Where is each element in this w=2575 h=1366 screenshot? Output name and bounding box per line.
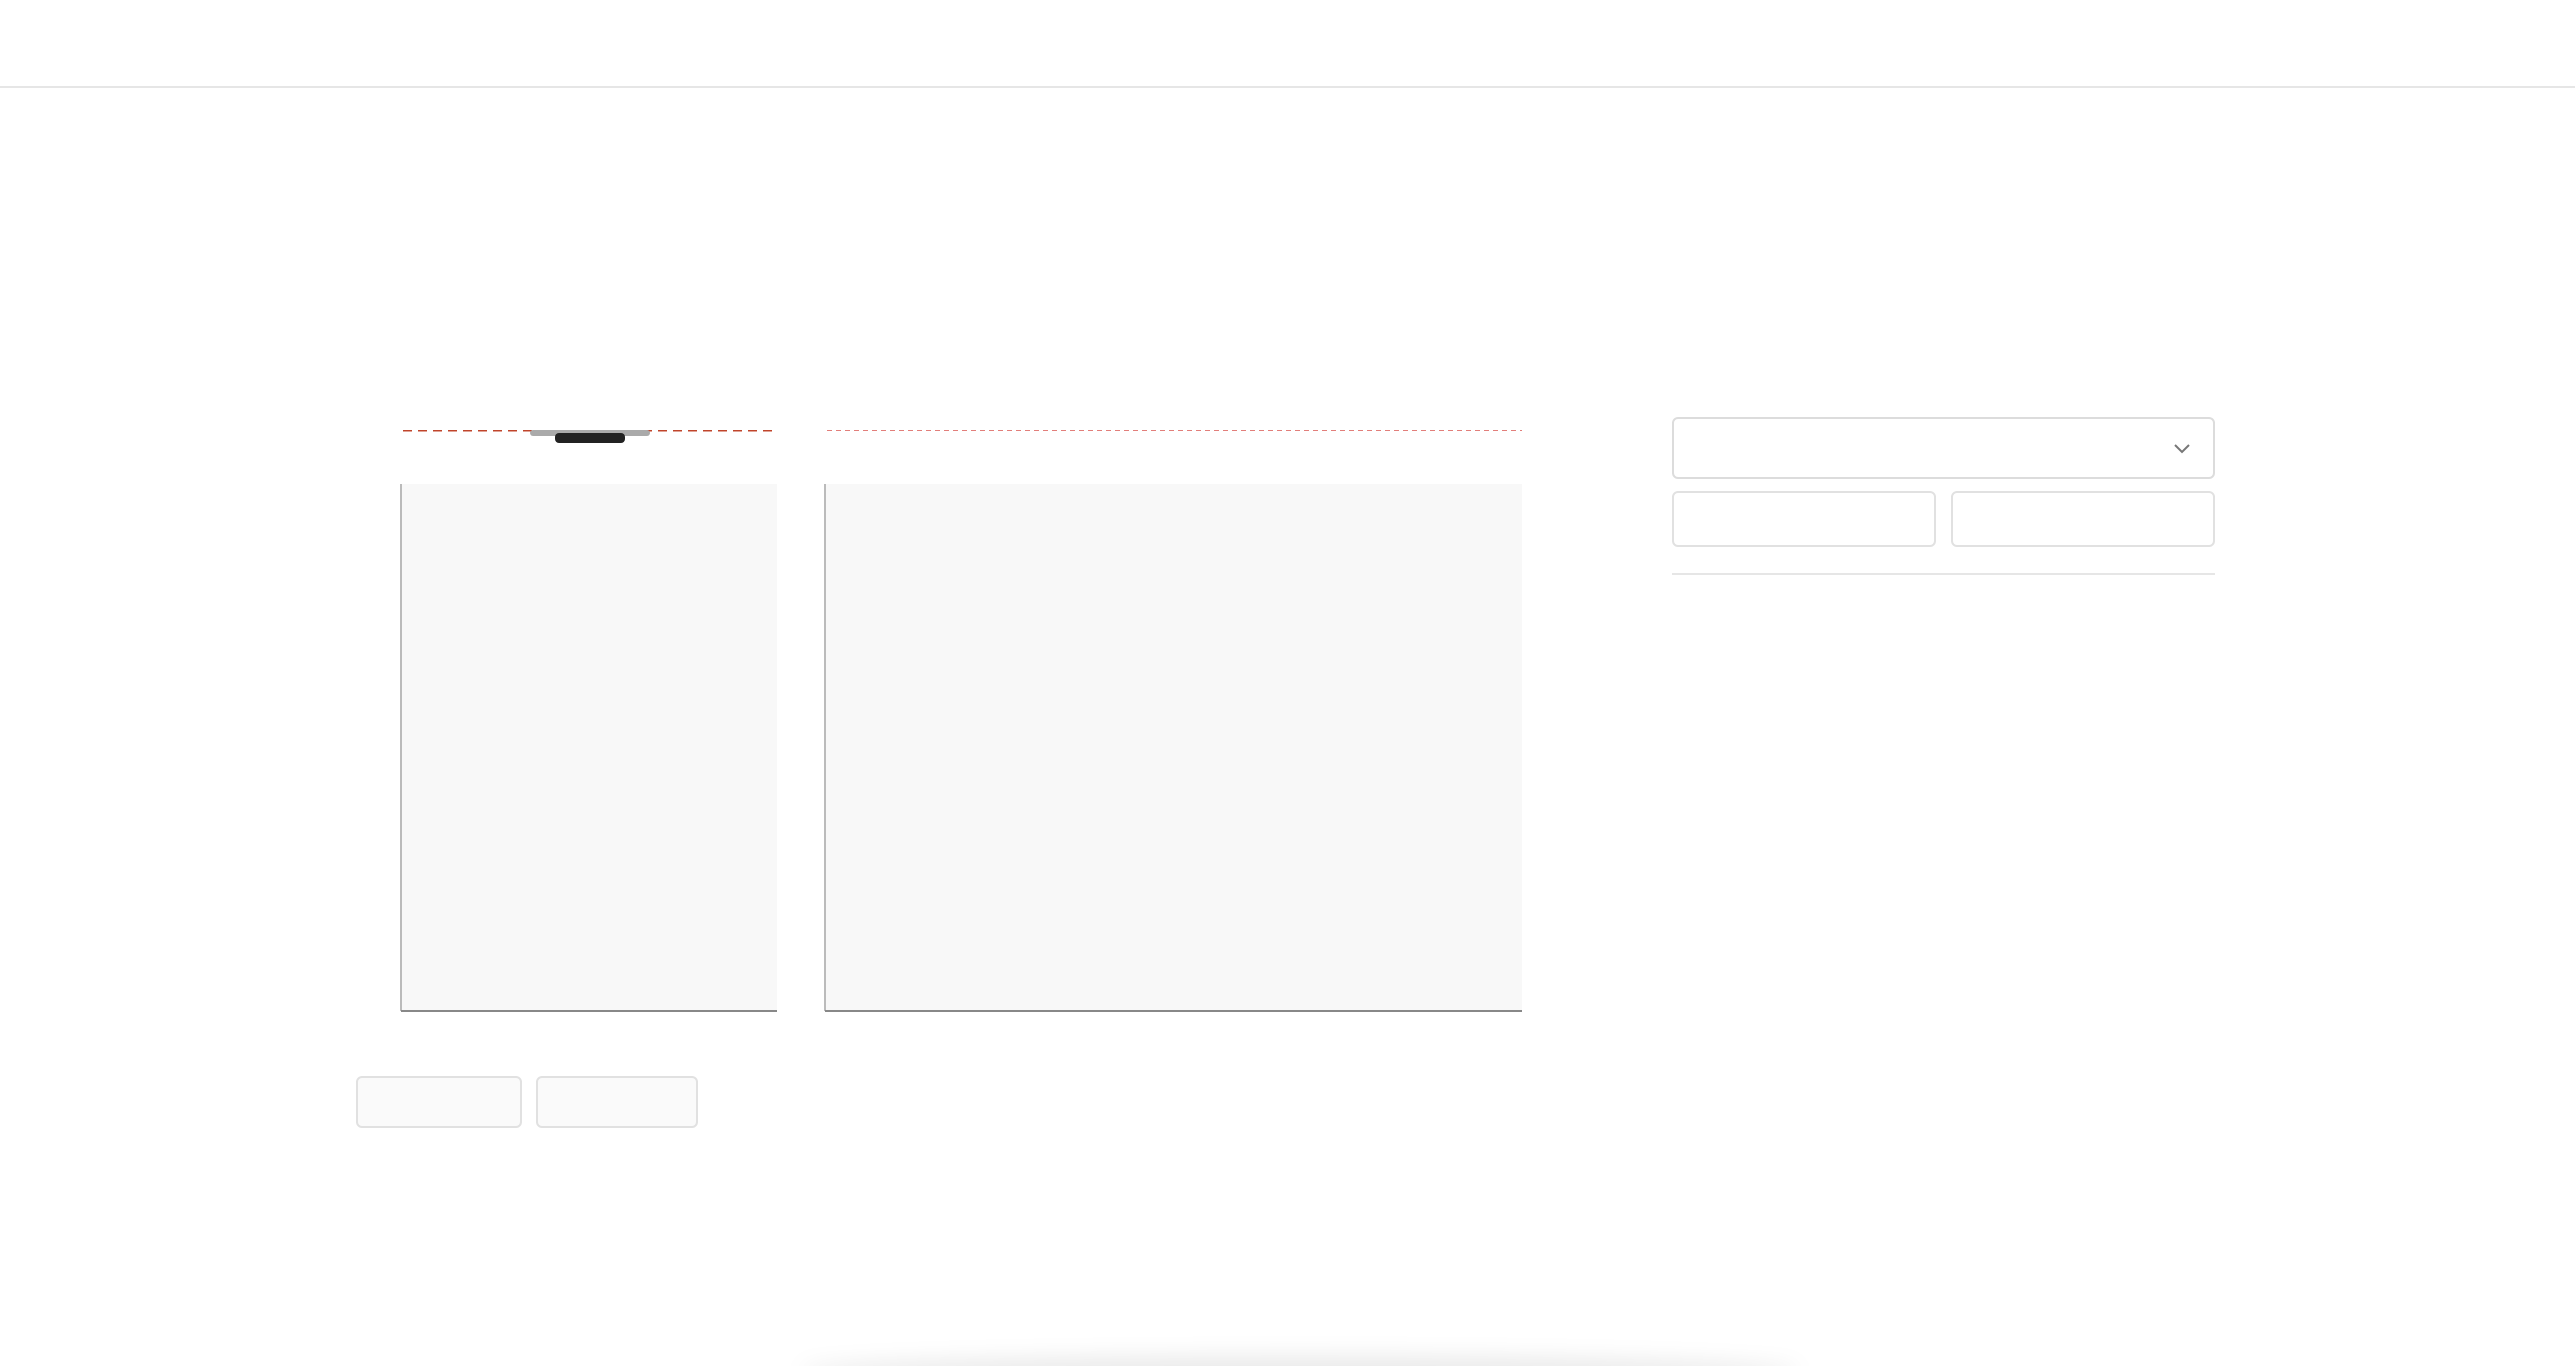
chevron-down-icon (2171, 437, 2193, 459)
altitude-time-chart (825, 430, 1522, 1011)
reset-drone-button[interactable] (536, 1076, 698, 1128)
bottom-shadow (800, 1355, 1800, 1366)
visualization-canvas (340, 430, 1540, 1060)
drone-icon (530, 430, 650, 443)
wind-gust-button[interactable] (356, 1076, 522, 1128)
chart-plot-bg (825, 484, 1522, 1011)
panel-divider (1672, 573, 2215, 575)
reset-button[interactable] (1951, 491, 2215, 547)
altitude-panel (401, 430, 777, 1011)
top-nav-bar (0, 0, 2575, 88)
altitude-panel-bg (401, 484, 777, 1011)
breadcrumb (320, 119, 344, 145)
breadcrumb-separator (332, 119, 344, 144)
breadcrumb-separator (320, 119, 332, 144)
undo-button[interactable] (1672, 491, 1936, 547)
preset-select[interactable] (1672, 417, 2215, 479)
